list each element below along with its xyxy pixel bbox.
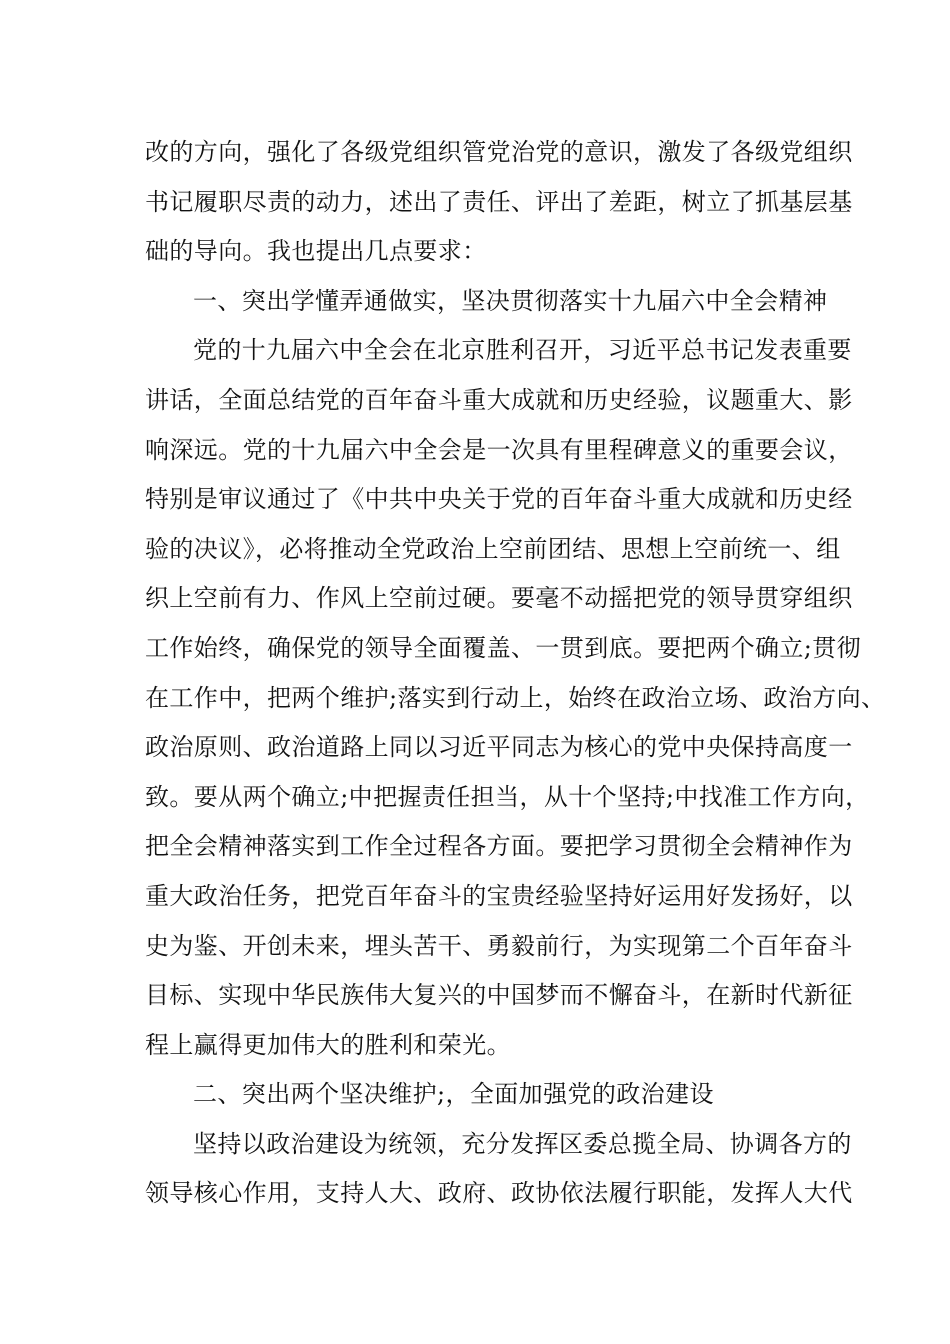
section-heading-1: 一、突出学懂弄通做实，坚决贯彻落实十九届六中全会精神 [193,286,828,315]
paragraph-line: 史为鉴、开创未来，埋头苦干、勇毅前行，为实现第二个百年奋斗 [145,931,853,960]
paragraph-line: 改的方向，强化了各级党组织管党治党的意识，激发了各级党组织 [145,138,853,166]
paragraph-line: 特别是审议通过了《中共中央关于党的百年奋斗重大成就和历史经 [145,485,853,514]
paragraph-line: 响深远。党的十九届六中全会是一次具有里程碑意义的重要会议， [145,435,853,464]
paragraph-line: 础的导向。我也提出几点要求： [145,237,487,266]
paragraph-line: 政治原则、政治道路上同以习近平同志为核心的党中央保持高度一 [145,733,853,762]
paragraph-line: 党的十九届六中全会在北京胜利召开，习近平总书记发表重要 [193,336,852,365]
paragraph-line: 讲话，全面总结党的百年奋斗重大成就和历史经验，议题重大、影 [145,385,853,414]
paragraph-line: 织上空前有力、作风上空前过硬。要毫不动摇把党的领导贯穿组织 [145,584,853,613]
paragraph-line: 在工作中，把两个维护;落实到行动上，始终在政治立场、政治方向、 [145,683,886,712]
paragraph-line: 把全会精神落实到工作全过程各方面。要把学习贯彻全会精神作为 [145,832,853,861]
paragraph-line: 致。要从两个确立;中把握责任担当，从十个坚持;中找准工作方向， [145,782,870,811]
paragraph-line: 程上赢得更加伟大的胜利和荣光。 [145,1030,511,1059]
paragraph-line: 验的决议》，必将推动全党政治上空前团结、思想上空前统一、组 [145,534,841,563]
paragraph-line: 工作始终，确保党的领导全面覆盖、一贯到底。要把两个确立;贯彻 [145,633,862,662]
paragraph-line: 重大政治任务，把党百年奋斗的宝贵经验坚持好运用好发扬好，以 [145,881,853,910]
body-text [145,128,886,1219]
paragraph-line: 目标、实现中华民族伟大复兴的中国梦而不懈奋斗，在新时代新征 [145,981,853,1010]
section-heading-2: 二、突出两个坚决维护;，全面加强党的政治建设 [193,1080,714,1109]
paragraph-line: 领导核心作用，支持人大、政府、政协依法履行职能，发挥人大代 [145,1179,853,1208]
paragraph-line: 坚持以政治建设为统领，充分发挥区委总揽全局、协调各方的 [193,1129,852,1158]
paragraph-line: 书记履职尽责的动力，述出了责任、评出了差距，树立了抓基层基 [145,187,853,216]
